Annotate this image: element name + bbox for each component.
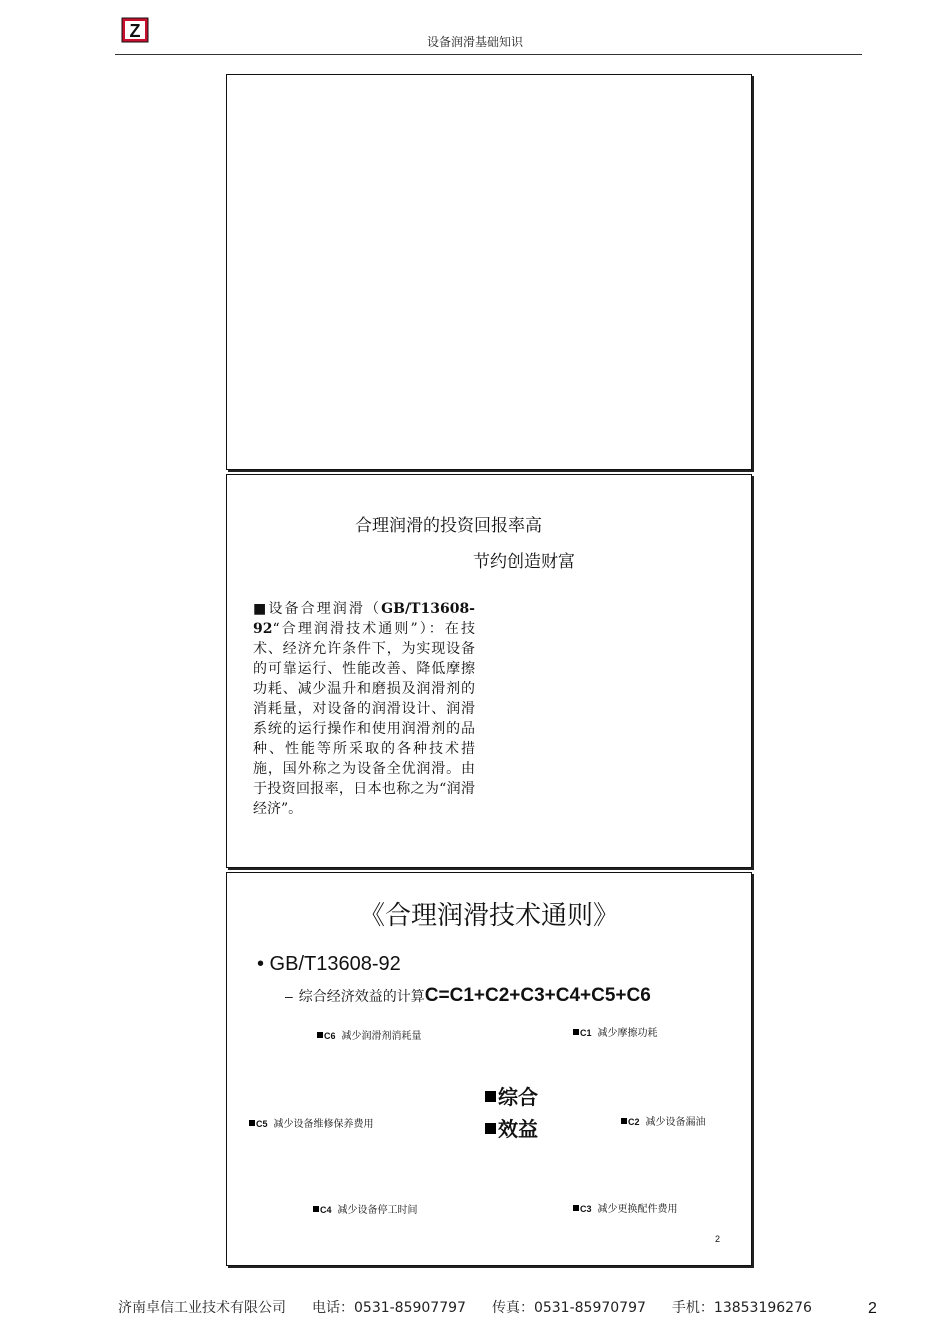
slide-blank [226, 74, 752, 470]
square-bullet-icon [313, 1206, 319, 1212]
slide3-bullet: • GB/T13608-92 [257, 953, 401, 975]
benefit-text: 减少设备漏油 [645, 1117, 706, 1128]
footer-contact [118, 1297, 838, 1317]
square-bullet-icon [249, 1120, 255, 1126]
benefit-item-c4 [313, 1201, 418, 1216]
square-bullet-icon [317, 1032, 323, 1038]
center-text: 综合 [498, 1085, 538, 1109]
slide2-title-line2: 节约创造财富 [473, 552, 575, 572]
benefit-item-c6 [317, 1027, 422, 1042]
slide2-paragraph [253, 599, 475, 819]
benefit-code: C4 [320, 1205, 332, 1215]
footer-company: 济南卓信工业技术有限公司 [118, 1300, 286, 1316]
page-number: 2 [868, 1300, 877, 1317]
slide2-title-line1: 合理润滑的投资回报率高 [355, 516, 542, 536]
header-divider [115, 54, 862, 55]
footer-mobile: 手机：13853196276 [671, 1300, 812, 1316]
header-title: 设备润滑基础知识 [426, 35, 523, 49]
benefit-text: 减少更换配件费用 [597, 1204, 678, 1215]
benefit-text: 减少设备停工时间 [337, 1205, 418, 1216]
benefit-item-c2 [621, 1113, 706, 1128]
benefit-item-c1 [573, 1024, 658, 1039]
square-bullet-icon [621, 1118, 627, 1124]
center-label-line2 [485, 1113, 538, 1142]
benefit-code: C1 [580, 1028, 592, 1038]
sub-text: 综合经济效益的计算 [298, 989, 425, 1005]
benefit-code: C5 [256, 1119, 268, 1129]
benefit-text: 减少润滑剂消耗量 [341, 1031, 422, 1042]
sub-dash: – [285, 988, 293, 1004]
slide-lubrication-roi [226, 474, 752, 868]
center-text: 效益 [498, 1117, 538, 1141]
benefit-code: C6 [324, 1031, 336, 1041]
para-standard-code: GB/T13608-92 [253, 601, 475, 637]
center-label-line1 [485, 1081, 538, 1110]
slide-number: 2 [715, 1234, 721, 1244]
slide-technical-rules [226, 872, 752, 1266]
benefit-item-c3 [573, 1200, 678, 1215]
square-bullet-icon [573, 1205, 579, 1211]
square-bullet-icon [485, 1123, 496, 1134]
square-bullet-icon [485, 1091, 496, 1102]
benefit-code: C3 [580, 1204, 592, 1214]
benefit-code: C2 [628, 1117, 640, 1127]
benefit-item-c5 [249, 1115, 374, 1130]
footer-fax: 传真：0531-85970797 [491, 1300, 646, 1316]
para-body: “合理润滑技术通则”）：在技术、经济允许条件下，为实现设备的可靠运行、性能改善、降低摩擦功耗、减少温升和磨损及润滑剂的消耗量，对设备的润滑设计、润滑系统的运行操作和使用润滑剂的品种、性能等所采取的各种技术措施，国外称之为设备全优润滑。由于投资回报率，日本也称之为“润滑经济”。 [253, 621, 475, 817]
logo-text: Z [129, 21, 141, 41]
benefit-text: 减少摩擦功耗 [597, 1028, 658, 1039]
square-bullet-icon [573, 1029, 579, 1035]
para-prefix: ■设备合理润滑（ [253, 601, 382, 617]
slide3-title: 《合理润滑技术通则》 [358, 901, 619, 931]
benefit-formula: C=C1+C2+C3+C4+C5+C6 [424, 985, 651, 1006]
slide3-subpoint [285, 985, 651, 1007]
footer-phone: 电话：0531-85907797 [312, 1300, 466, 1316]
benefit-text: 减少设备维修保养费用 [273, 1119, 374, 1130]
